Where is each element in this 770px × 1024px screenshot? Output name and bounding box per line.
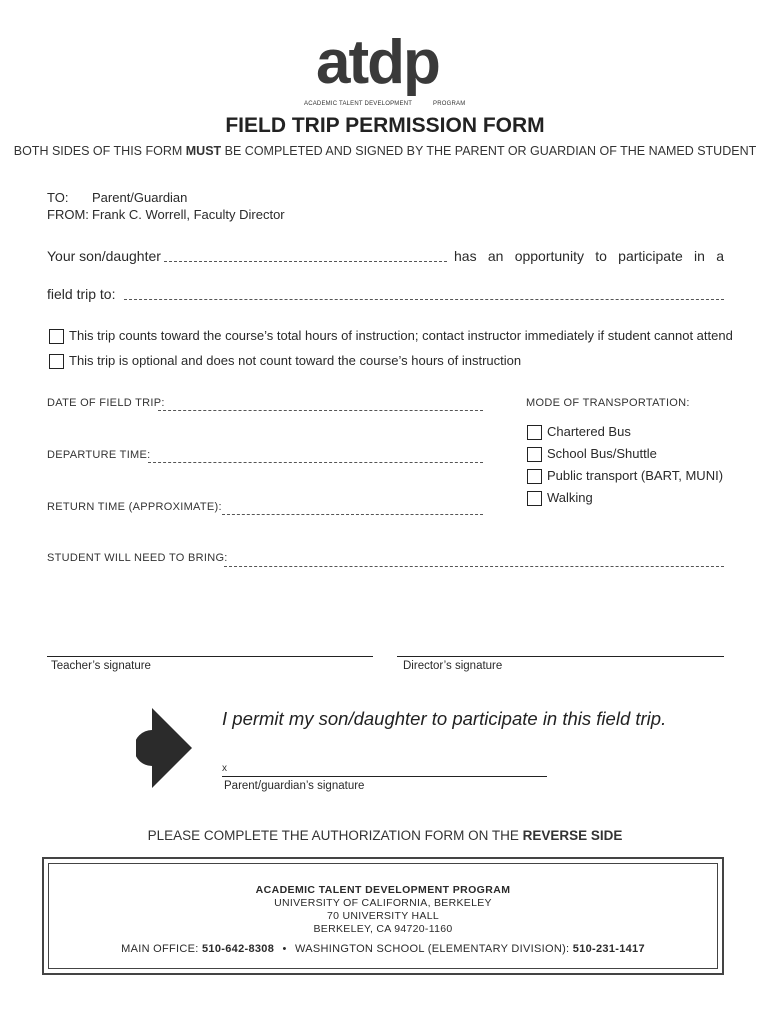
form-instructions xyxy=(0,144,770,158)
main-office-label: MAIN OFFICE: xyxy=(121,943,203,955)
date-field[interactable] xyxy=(158,410,483,411)
reverse-note-pre: PLEASE COMPLETE THE AUTHORIZATION FORM ON THE xyxy=(147,828,523,843)
permission-statement: I permit my son/daughter to participate in this field trip. xyxy=(222,708,667,729)
footer-inner xyxy=(48,863,718,969)
footer-phones xyxy=(49,943,717,955)
return-field[interactable] xyxy=(222,514,483,515)
instructions-emphasis: MUST xyxy=(185,144,222,158)
footer-bullet: • xyxy=(282,943,287,955)
from-value: Frank C. Worrell, Faculty Director xyxy=(92,207,285,222)
trip-counts-label: This trip counts toward the course’s total hours of instruction; contact instructor immediately if student cannot attend xyxy=(69,328,733,343)
director-signature-label: Director’s signature xyxy=(403,660,503,672)
trip-counts-checkbox[interactable] xyxy=(49,329,64,344)
school-bus-label: School Bus/Shuttle xyxy=(547,446,657,461)
school-bus-checkbox[interactable] xyxy=(527,447,542,462)
reverse-note-emphasis: REVERSE SIDE xyxy=(522,828,623,843)
page-title: FIELD TRIP PERMISSION FORM xyxy=(225,114,545,137)
instructions-pre: BOTH SIDES OF THIS FORM xyxy=(13,144,186,158)
washington-label: WASHINGTON SCHOOL (ELEMENTARY DIVISION): xyxy=(295,943,573,955)
logo-caption-left: ACADEMIC TALENT DEVELOPMENT xyxy=(304,101,413,107)
public-transport-checkbox[interactable] xyxy=(527,469,542,484)
logo-wordmark: atdp xyxy=(316,28,439,97)
field-trip-destination-field[interactable] xyxy=(124,299,724,300)
bring-field[interactable] xyxy=(224,566,724,567)
student-name-field[interactable] xyxy=(164,261,447,262)
bring-label: STUDENT WILL NEED TO BRING: xyxy=(47,552,228,564)
walking-label: Walking xyxy=(547,490,593,505)
opportunity-text: has an opportunity to participate in a xyxy=(454,248,724,264)
return-label: RETURN TIME (APPROXIMATE): xyxy=(47,501,222,513)
departure-label: DEPARTURE TIME: xyxy=(47,449,151,461)
footer-org: ACADEMIC TALENT DEVELOPMENT PROGRAM xyxy=(255,884,511,896)
arrow-right-icon xyxy=(136,708,196,788)
footer-university: UNIVERSITY OF CALIFORNIA, BERKELEY xyxy=(274,897,492,909)
departure-field[interactable] xyxy=(148,462,483,463)
parent-signature-line[interactable] xyxy=(222,776,547,777)
logo-caption-right: PROGRAM xyxy=(433,101,466,107)
director-signature-line[interactable] xyxy=(397,656,724,657)
walking-checkbox[interactable] xyxy=(527,491,542,506)
from-label: FROM: xyxy=(47,207,89,222)
son-daughter-label: Your son/daughter xyxy=(47,248,161,264)
footer-hall: 70 UNIVERSITY HALL xyxy=(327,910,439,922)
to-value: Parent/Guardian xyxy=(92,190,188,205)
teacher-signature-label: Teacher’s signature xyxy=(51,660,151,672)
public-transport-label: Public transport (BART, MUNI) xyxy=(547,468,724,483)
logo xyxy=(300,28,470,110)
teacher-signature-line[interactable] xyxy=(47,656,373,657)
trip-optional-checkbox[interactable] xyxy=(49,354,64,369)
instructions-post: BE COMPLETED AND SIGNED BY THE PARENT OR GUARDIAN OF THE NAMED STUDENT xyxy=(221,144,757,158)
field-trip-label: field trip to: xyxy=(47,286,116,302)
footer-city: BERKELEY, CA 94720-1160 xyxy=(313,923,453,935)
transport-label: MODE OF TRANSPORTATION: xyxy=(526,397,690,409)
date-label: DATE OF FIELD TRIP: xyxy=(47,397,165,409)
footer-box xyxy=(42,857,724,975)
trip-optional-label: This trip is optional and does not count toward the course’s hours of instruction xyxy=(69,353,522,368)
chartered-bus-label: Chartered Bus xyxy=(547,424,631,439)
main-office-phone: 510-642-8308 xyxy=(202,943,275,955)
chartered-bus-checkbox[interactable] xyxy=(527,425,542,440)
washington-phone: 510-231-1417 xyxy=(572,943,645,955)
to-label: TO: xyxy=(47,190,69,205)
signature-x-mark: x xyxy=(222,763,227,774)
reverse-side-note xyxy=(0,828,770,843)
parent-signature-label: Parent/guardian’s signature xyxy=(224,780,365,792)
